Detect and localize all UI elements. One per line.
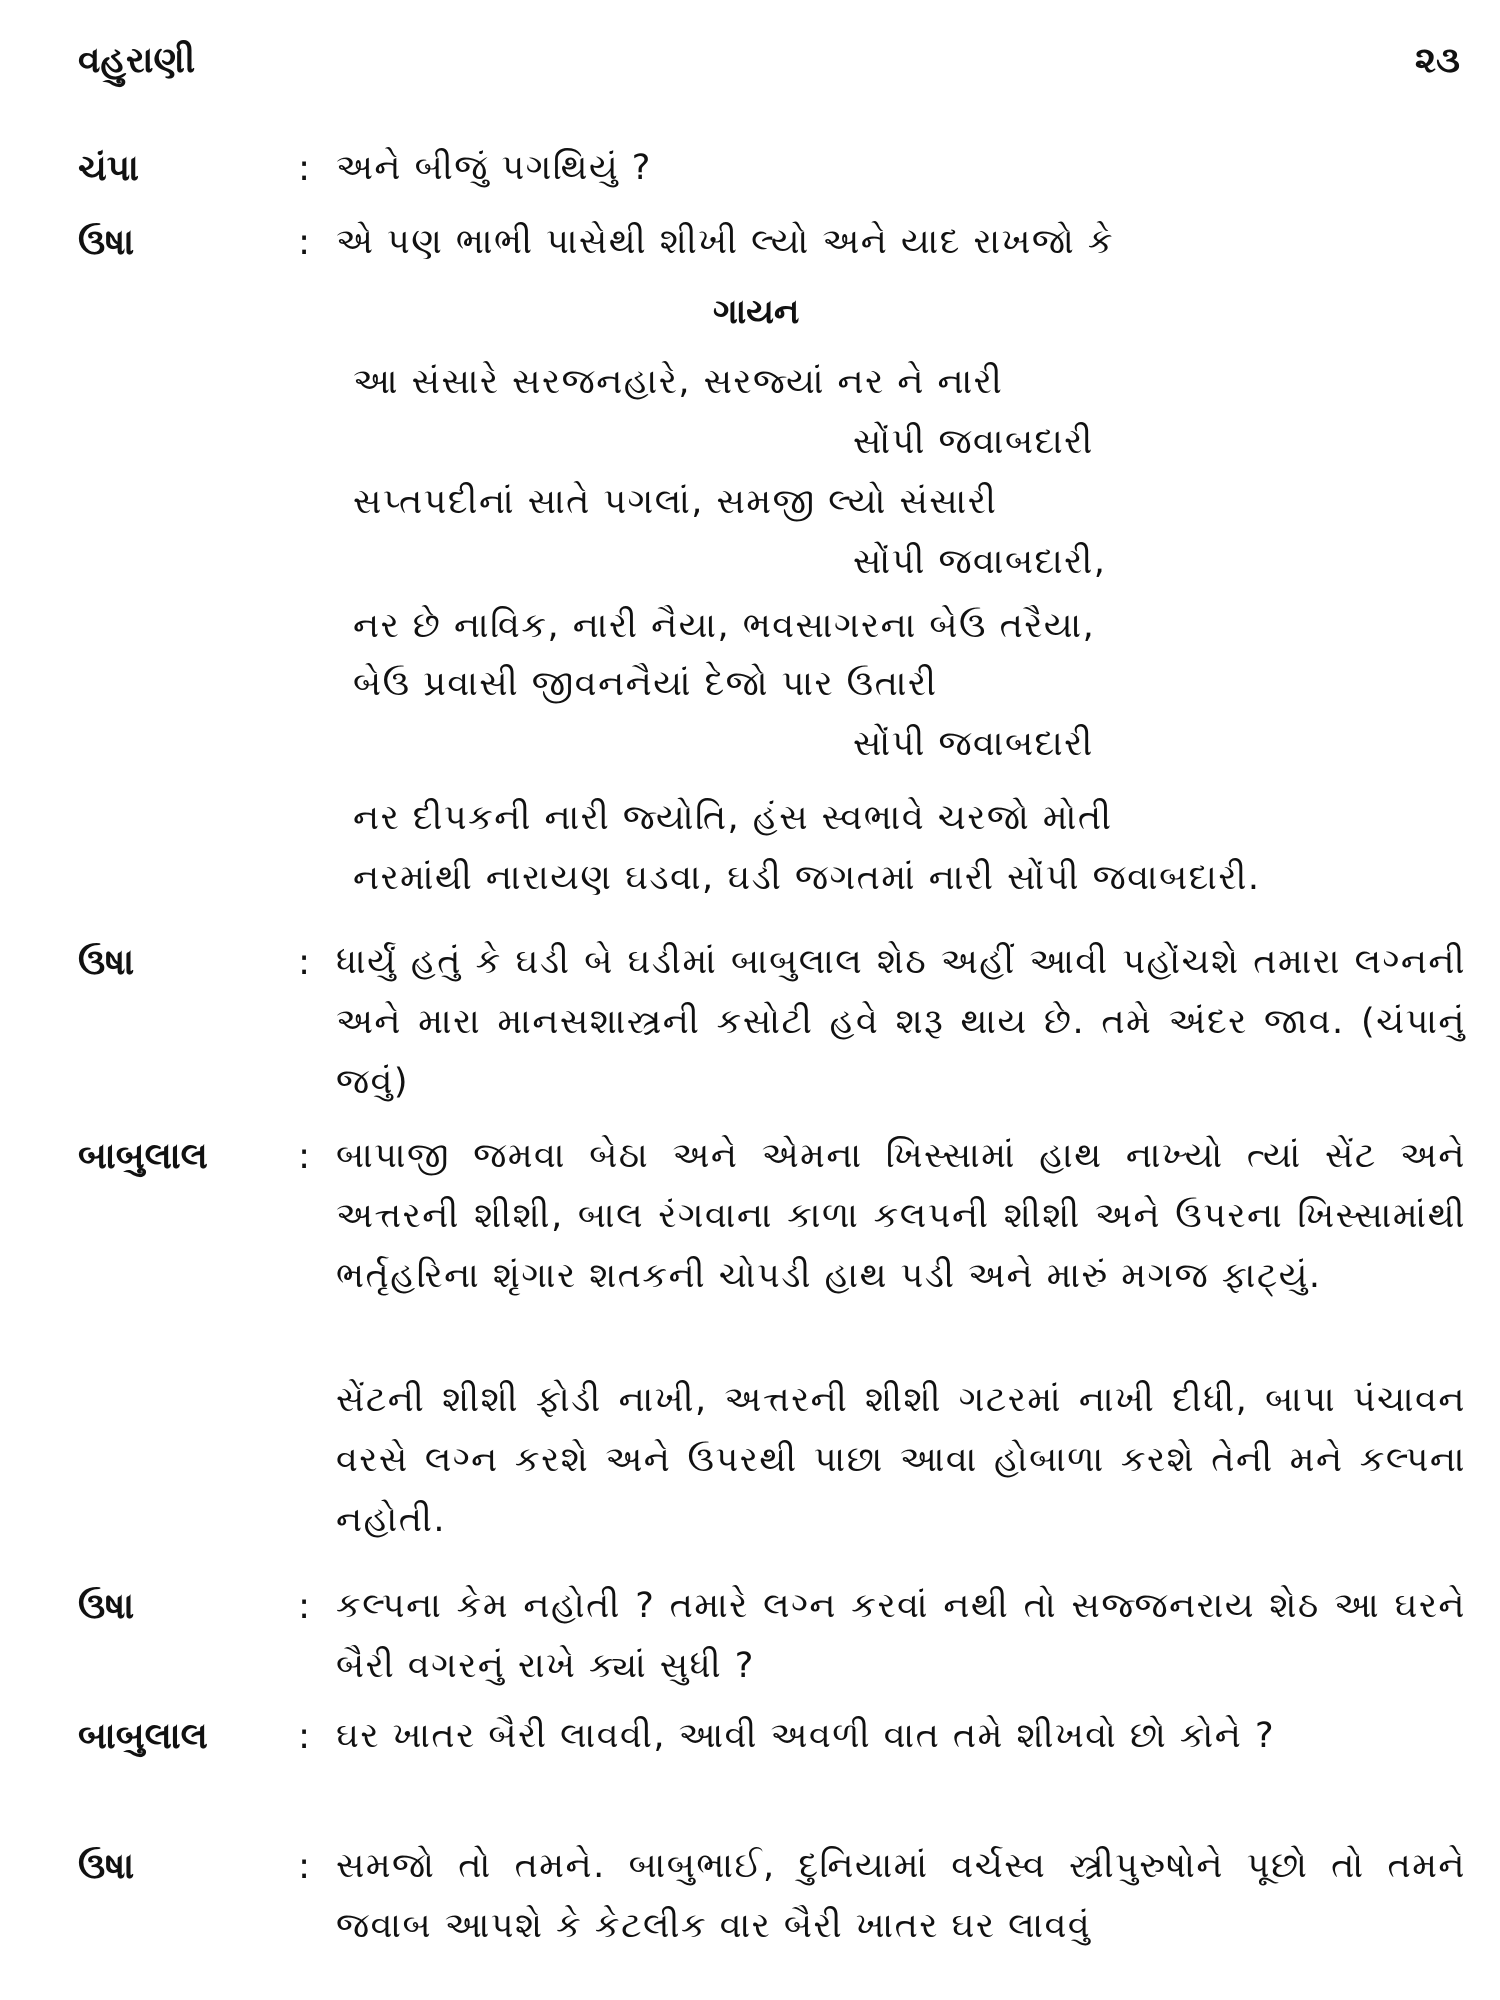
speaker-name: બાબુલાલ: [78, 1136, 208, 1177]
speaker-name: બાબુલાલ: [78, 1716, 208, 1757]
dialogue-text: ઘર ખાતર બૈરી લાવવી, આવી અવળી વાત તમે શીખવો છો કોને ?: [336, 1716, 1276, 1756]
speaker-name: ઉષા: [78, 1846, 135, 1887]
dialogue-text: બાપાજી જમવા બેઠા અને એમના ખિસ્સામાં હાથ નાખ્યો ત્યાં સેંટ અને અત્તરની શીશી, બાલ રંગવાના કાળા કલપની શીશી અને ઉપરના ખિસ્સામાંથી ભર્તૃહરિના શૃંગાર શતકની ચોપડી હાથ પડી અને મારું મગજ ફાટ્યું.: [336, 1136, 1466, 1296]
speaker-colon: :: [298, 148, 311, 189]
speaker-colon: :: [298, 1586, 311, 1627]
song-line: આ સંસારે સરજનહારે, સરજ્યાં નર ને નારી: [353, 362, 1004, 402]
song-line: નર દીપકની નારી જ્યોતિ, હંસ સ્વભાવે ચરજો મોતી: [353, 798, 1113, 838]
speaker-name: ચંપા: [78, 148, 139, 189]
song-line: નર છે નાવિક, નારી નૈયા, ભવસાગરના બેઉ તરૈયા,: [353, 606, 1096, 646]
song-refrain: સોંપી જવાબદારી: [853, 422, 1094, 462]
dialogue-text: ધાર્યું હતું કે ઘડી બે ઘડીમાં બાબુલાલ શેઠ અહીં આવી પહોંચશે તમારા લગ્નની અને મારા માનસશાસ્ત્રની કસોટી હવે શરૂ થાય છે. તમે અંદર જાવ. (ચંપાનું જવું): [336, 942, 1466, 1102]
speaker-name: ઉષા: [78, 1586, 135, 1627]
speaker-colon: :: [298, 942, 311, 983]
speaker-colon: :: [298, 1716, 311, 1757]
dialogue-text: એ પણ ભાભી પાસેથી શીખી લ્યો અને યાદ રાખજો કે: [336, 222, 1115, 262]
speaker-name: ઉષા: [78, 942, 135, 983]
running-head: વહુરાણી: [78, 40, 196, 81]
song-line: બેઉ પ્રવાસી જીવનનૈયાં દેજો પાર ઉતારી: [353, 664, 938, 704]
song-line: નરમાંથી નારાયણ ઘડવા, ઘડી જગતમાં નારી સોંપી જવાબદારી.: [353, 858, 1261, 898]
song-title: ગાયન: [713, 292, 800, 332]
dialogue-text: કલ્પના કેમ નહોતી ? તમારે લગ્ન કરવાં નથી તો સજ્જનરાય શેઠ આ ઘરને બૈરી વગરનું રાખે ક્યાં સુધી ?: [336, 1586, 1466, 1686]
page-number: ૨૩: [1414, 40, 1460, 81]
song-line: સપ્તપદીનાં સાતે પગલાં, સમજી લ્યો સંસારી: [353, 482, 998, 522]
dialogue-text: સમજો તો તમને. બાબુભાઈ, દુનિયામાં વર્ચસ્વ સ્ત્રીપુરુષોને પૂછો તો તમને જવાબ આપશે કે કેટલીક વાર બૈરી ખાતર ઘર લાવવું: [336, 1846, 1466, 1946]
song-refrain: સોંપી જવાબદારી,: [853, 542, 1107, 582]
speaker-name: ઉષા: [78, 222, 135, 263]
speaker-colon: :: [298, 222, 311, 263]
dialogue-text: અને બીજું પગથિયું ?: [336, 148, 652, 188]
speaker-colon: :: [298, 1846, 311, 1887]
song-refrain: સોંપી જવાબદારી: [853, 724, 1094, 764]
speaker-colon: :: [298, 1136, 311, 1177]
dialogue-continuation: સેંટની શીશી ફોડી નાખી, અત્તરની શીશી ગટરમાં નાખી દીધી, બાપા પંચાવન વરસે લગ્ન કરશે અને ઉપરથી પાછા આવા હોબાળા કરશે તેની મને કલ્પના નહોતી.: [336, 1380, 1466, 1540]
